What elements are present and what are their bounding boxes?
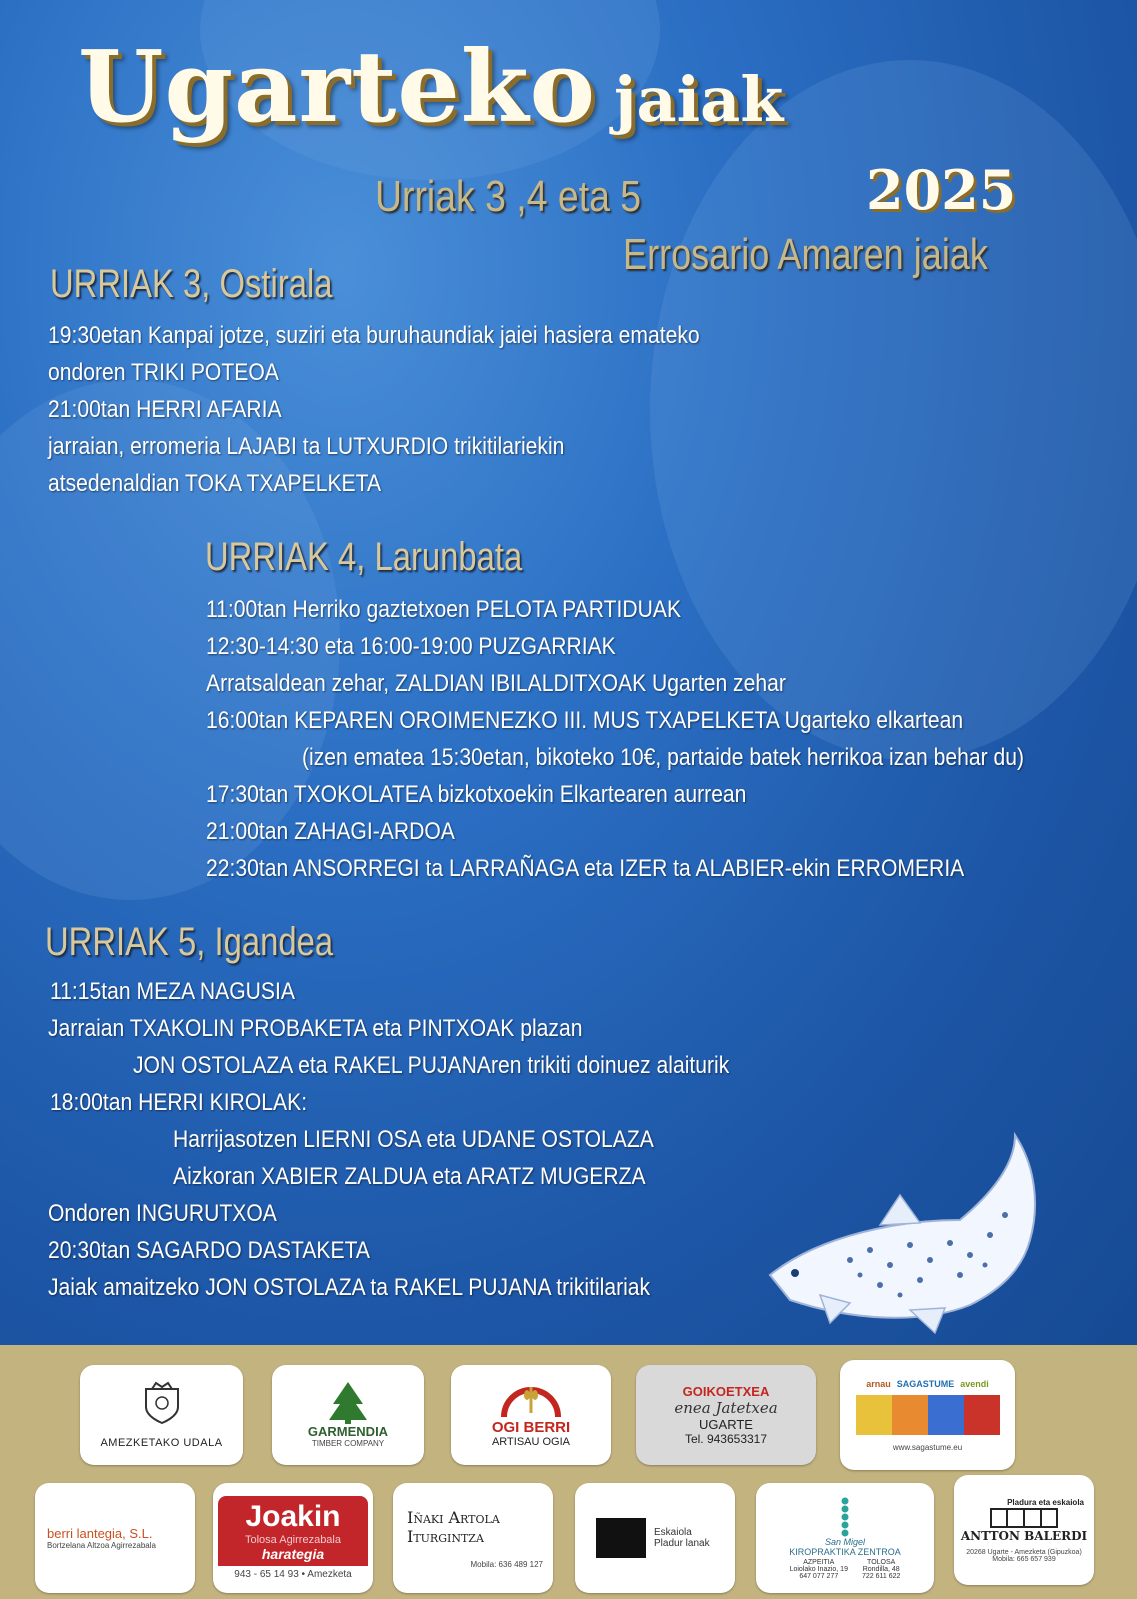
poster-year: 2025 [866,158,1017,222]
wheat-arch-icon [496,1383,566,1419]
schedule-line: 12:30-14:30 eta 16:00-19:00 PUZGARRIAK [206,633,616,660]
festival-dates: Urriak 3 ,4 eta 5 [375,172,642,221]
phone: 722 611 622 [861,1572,901,1580]
sponsor-subtitle: Bortzelana Altzoa Agirrezabala [47,1541,156,1550]
sponsor-phone: 943 - 65 14 93 • Amezketa [234,1569,352,1580]
sponsor-name: Eskaiola Pladur lanak [654,1527,710,1549]
sponsor-name: berri lantegia, S.L. [47,1526,153,1541]
sponsor-phone: Tel. 943653317 [684,1432,768,1446]
schedule-line: Arratsaldean zehar, ZALDIAN IBILALDITXOAK Ugarten zehar [206,670,786,697]
sponsor-phone: Mobila: 636 489 127 [470,1559,543,1569]
title-sub: jaiak [614,63,784,136]
sponsor-name: Iñaki Artola [407,1507,500,1527]
brand-avendi: avendi [960,1378,989,1389]
schedule-line: 11:00tan Herriko gaztetxoen PELOTA PARTIDUAK [206,596,682,623]
schedule-line: Harrijasotzen LIERNI OSA eta UDANE OSTOLAZA [173,1126,654,1153]
sponsor-name: Joakin [245,1500,341,1533]
sponsor-website: www.sagastume.eu [892,1442,963,1452]
address: Loiolako Inazio, 19 [789,1565,848,1573]
title-main: Ugarteko [78,30,597,145]
schedule-line: 22:30tan ANSORREGI ta LARRAÑAGA eta IZER ta ALABIER-ekin ERROMERIA [206,855,965,882]
day-heading-3: URRIAK 5, Igandea [45,920,334,964]
day-heading-2: URRIAK 4, Larunbata [205,535,523,579]
sponsor-name: OGI BERRI [491,1418,571,1436]
sponsor-subtitle: enea Jatetxea [674,1399,778,1417]
sponsor-name: San Migel [824,1536,866,1547]
sponsor-brand-row [866,1379,989,1389]
sponsor-address: 20268 Ugarte - Amezketa (Gipuzkoa) [966,1548,1082,1556]
sponsor-logo-mark [596,1518,646,1558]
schedule-line: 21:00tan ZAHAGI-ARDOA [206,818,455,845]
trout-fish-illustration [760,1125,1060,1335]
schedule-line: 16:00tan KEPAREN OROIMENEZKO III. MUS TXAPELKETA Ugarteko elkartean [206,707,964,734]
sponsor-subtitle: TIMBER COMPANY [311,1439,385,1448]
sponsor-goikoetxea [636,1365,816,1465]
sponsor-antton-balerdi [954,1475,1094,1585]
sponsor-garmendia [272,1365,424,1465]
sponsor-amezketa [80,1365,243,1465]
address: Rondilla, 48 [862,1565,900,1573]
coat-of-arms-icon [142,1381,182,1425]
sponsor-subtitle: KIROPRAKTIKA ZENTROA [789,1546,901,1557]
product-tile [892,1395,928,1435]
product-tiles [856,1395,1000,1435]
sponsor-san-migel [756,1483,934,1593]
phone: 647 077 277 [799,1572,839,1580]
schedule-line: atsedenaldian TOKA TXAPELKETA [48,470,382,497]
schedule-line: Aizkoran XABIER ZALDUA eta ARATZ MUGERZA [173,1163,646,1190]
schedule-line: (izen ematea 15:30etan, bikoteko 10€, partaide batek herrikoa izan behar du) [302,744,1025,771]
schedule-line: Jarraian TXAKOLIN PROBAKETA eta PINTXOAK plazan [48,1015,583,1042]
sponsor-place: UGARTE [699,1417,753,1432]
sponsor-name: GOIKOETXEA [682,1384,770,1399]
building-frame-icon [989,1507,1059,1529]
sponsor-subtitle: ARTISAU OGIA [491,1435,571,1448]
sponsor-name: ANTTON BALERDI [960,1528,1088,1543]
schedule-line: 21:00tan HERRI AFARIA [48,396,282,423]
brand-sagastume: SAGASTUME [896,1378,955,1389]
sponsor-sagastume [840,1360,1015,1470]
sponsor-subtitle: Tolosa Agirrezabala [244,1534,341,1546]
address-azpeitia [790,1559,848,1580]
product-tile [856,1395,892,1435]
schedule-line: 18:00tan HERRI KIROLAK: [50,1089,308,1116]
schedule-line: Jaiak amaitzeko JON OSTOLAZA ta RAKEL PUJANA trikitilariak [48,1274,651,1301]
sponsor-inaki-artola [393,1483,553,1593]
schedule-line: 17:30tan TXOKOLATEA bizkotxoekin Elkartearen aurrean [206,781,747,808]
sponsor-phone: Mobila: 665 657 939 [992,1555,1056,1563]
sponsor-addresses [790,1559,901,1580]
schedule-line: Ondoren INGURUTXOA [48,1200,277,1227]
schedule-line: ondoren TRIKI POTEOA [48,359,279,386]
sponsor-tag: harategia [261,1546,325,1562]
product-tile [928,1395,964,1435]
sponsor-name: GARMENDIA [307,1424,389,1439]
schedule-line: 19:30etan Kanpai jotze, suziri eta buruhaundiak jaiei hasiera emateko [48,322,700,349]
day-heading-1: URRIAK 3, Ostirala [50,262,333,306]
product-tile [964,1395,1000,1435]
sponsor-ogiberri [451,1365,611,1465]
schedule-line: jarraian, erromeria LAJABI ta LUTXURDIO trikitilariekin [48,433,565,460]
brand-arnau: arnau [866,1378,891,1389]
schedule-line: JON OSTOLAZA eta RAKEL PUJANAren trikiti doinuez alaiturik [133,1052,730,1079]
tree-icon [325,1382,371,1424]
festival-name: Errosario Amaren jaiak [623,230,988,279]
city: AZPEITIA [803,1558,835,1566]
sponsor-name: Iturgintza [407,1526,484,1546]
sponsor-eskaiola [575,1483,735,1593]
sponsor-banner [218,1496,368,1566]
sponsor-row [596,1518,714,1558]
poster-title [78,30,783,145]
sponsor-joakin [213,1483,373,1593]
sponsor-strip [0,1345,1137,1599]
address-tolosa [862,1559,900,1580]
sponsor-berri-lantegia [35,1483,195,1593]
schedule-line: 20:30tan SAGARDO DASTAKETA [48,1237,371,1264]
schedule-line: 11:15tan MEZA NAGUSIA [50,978,295,1005]
sponsor-name: AMEZKETAKO UDALA [100,1437,223,1449]
sponsor-tagline: Pladura eta eskaiola [1007,1497,1084,1507]
spine-icon [833,1497,857,1537]
city: TOLOSA [867,1558,896,1566]
